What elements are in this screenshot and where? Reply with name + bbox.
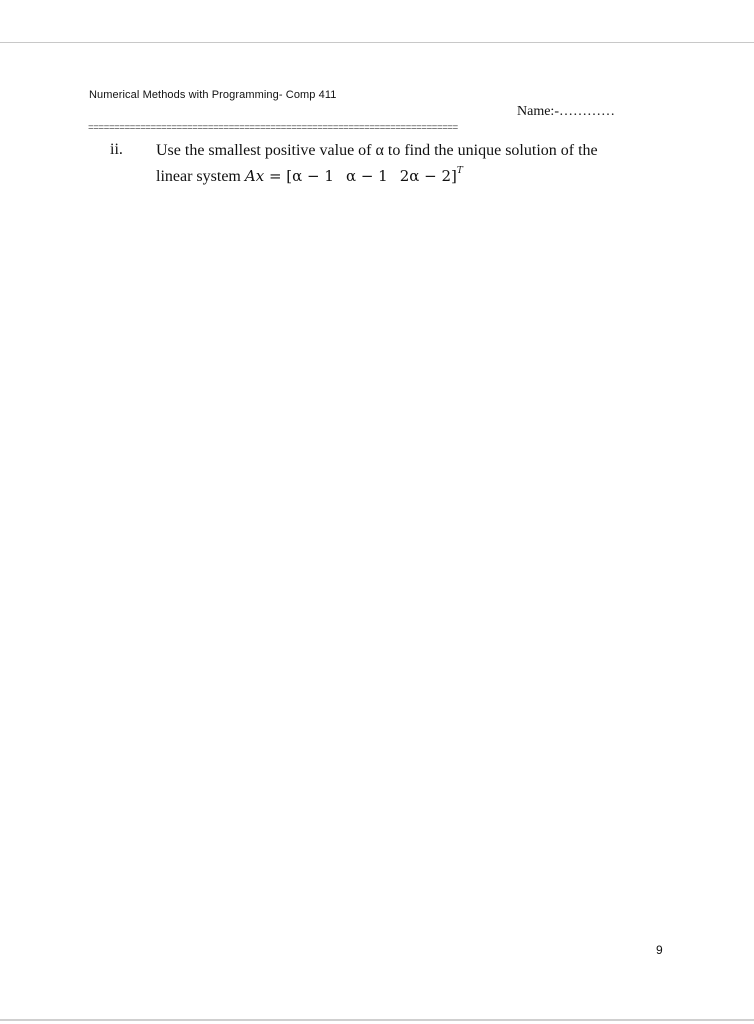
math-close-bracket: ] — [451, 167, 457, 185]
question-line-1: Use the smallest positive value of α to find the unique solution of the — [156, 142, 598, 159]
separator-line: ======================================================================= — [88, 122, 458, 133]
math-expression — [245, 167, 463, 185]
top-page-edge — [0, 42, 754, 43]
math-matrix-a: A — [244, 167, 256, 185]
page-number: 9 — [656, 943, 663, 957]
question-line-2-text: linear system — [156, 168, 245, 185]
name-field: Name:-………… — [517, 104, 615, 119]
math-entry-3: 2α − 2 — [399, 167, 452, 185]
math-entry-2: α − 1 — [345, 167, 388, 185]
bottom-page-edge — [0, 1019, 754, 1021]
question-line-2 — [156, 161, 656, 187]
math-open-bracket: [ — [286, 167, 293, 185]
course-header: Numerical Methods with Programming- Comp 411 — [89, 89, 337, 101]
math-vector-x: x — [255, 167, 265, 185]
math-transpose: T — [456, 166, 463, 176]
math-equals: = — [264, 167, 287, 185]
question-number: ii. — [110, 141, 123, 158]
math-entry-1: α − 1 — [292, 167, 334, 185]
question-text — [156, 141, 656, 187]
